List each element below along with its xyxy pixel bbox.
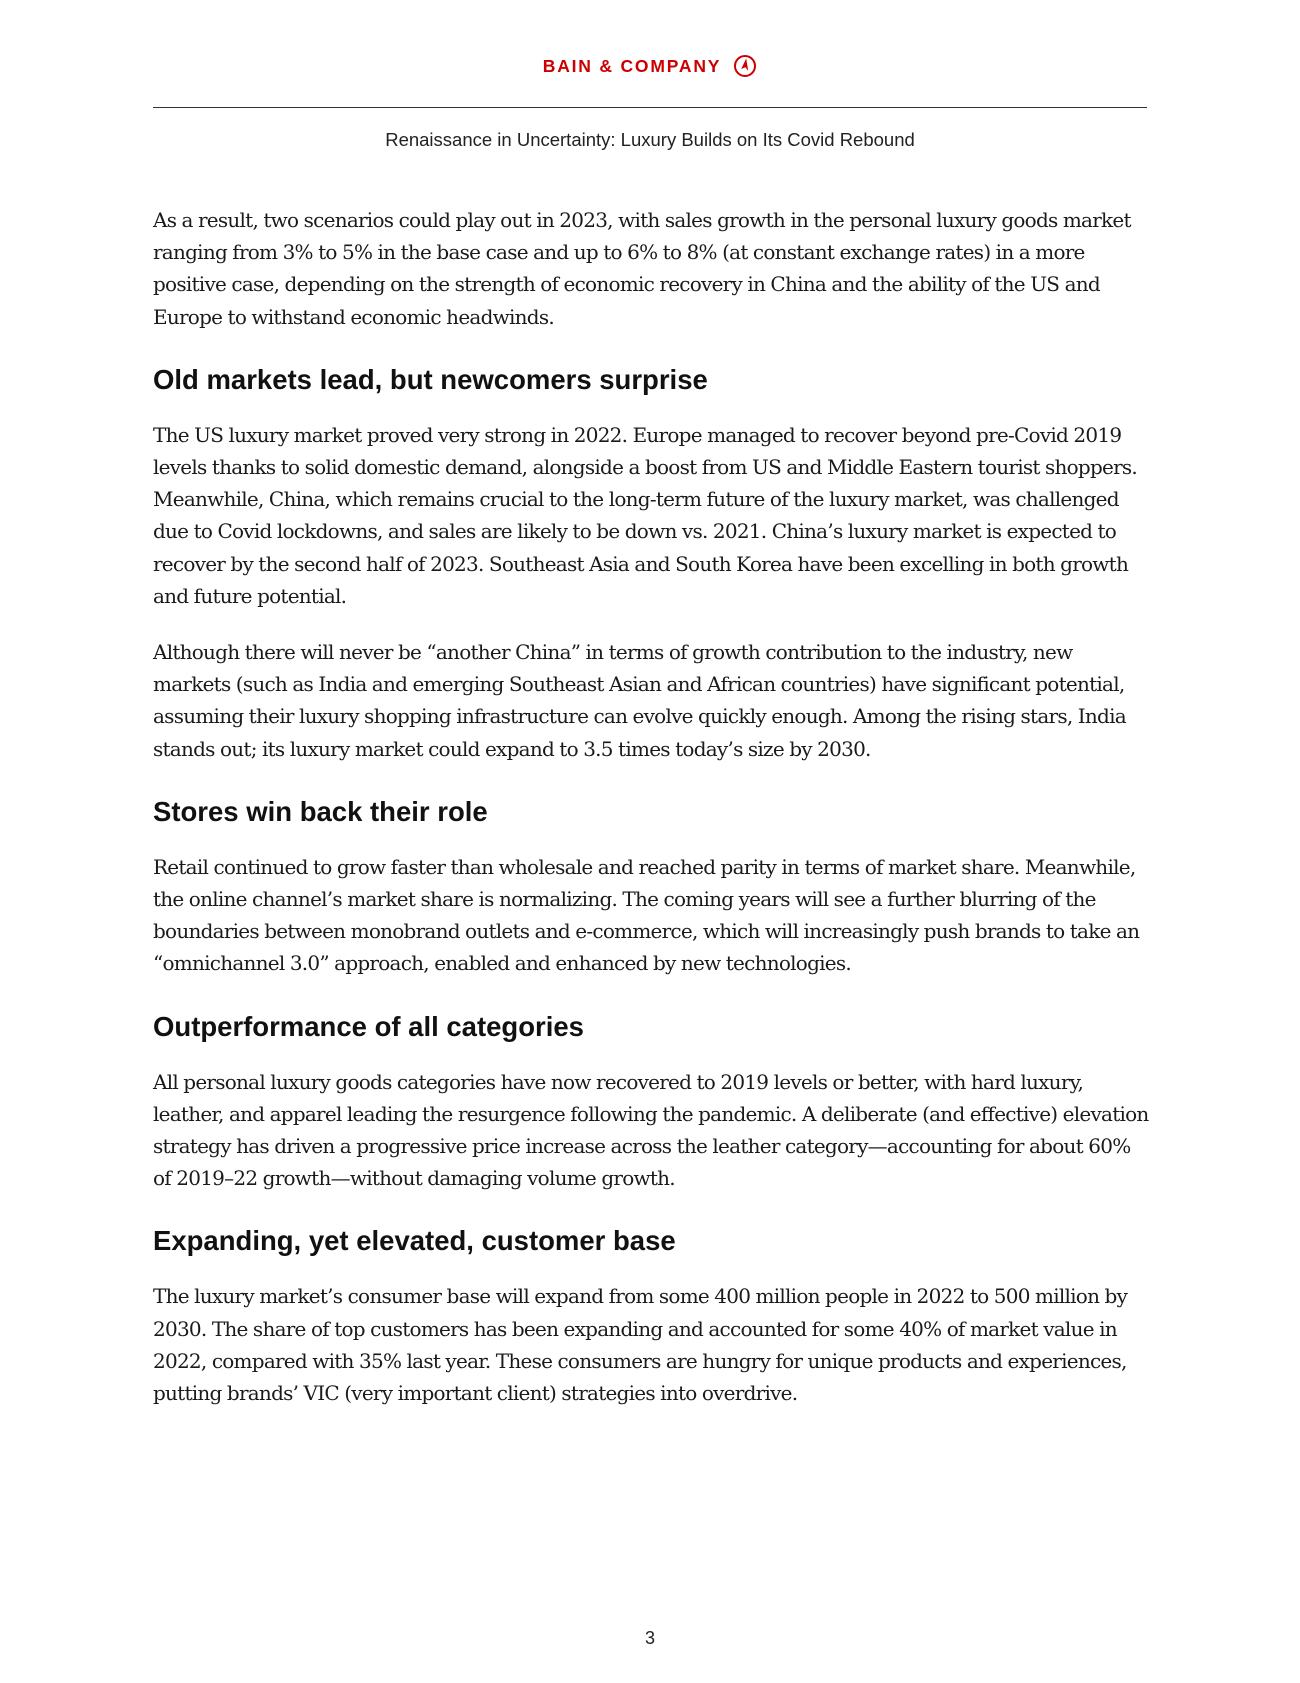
section-heading: Stores win back their role (153, 795, 488, 827)
body-paragraph: The luxury market’s consumer base will expand from some 400 million people in 2022 to 500 million by 2030. The share of top customers has been expanding and accounted for some 40% of market value in 2022, compared with 35% last year. These consumers are hungry for unique products and experiences, putting brands’ VIC (very important client) strategies into overdrive. (153, 1284, 1128, 1406)
body-paragraph: All personal luxury goods categories have now recovered to 2019 levels or better, with hard luxury, leather, and apparel leading the resurgence following the pandemic. A deliberate (and effective) elevation strategy has driven a progressive price increase across the leather category—accounting for about 60% of 2019–22 growth—without damaging volume growth. (153, 1069, 1149, 1191)
header-divider (153, 107, 1147, 108)
document-title: Renaissance in Uncertainty: Luxury Builds on Its Covid Rebound (385, 129, 915, 150)
bain-compass-icon (733, 54, 757, 78)
body-paragraph: Although there will never be “another China” in terms of growth contribution to the industry, new markets (such as India and emerging Southeast Asian and African countries) have significant potential, assuming their luxury shopping infrastructure can evolve quickly enough. Among the rising stars, India stands out; its luxury market could expand to 3.5 times today’s size by 2030. (153, 640, 1126, 761)
brand-logo (0, 54, 1300, 78)
section-heading: Outperformance of all categories (153, 1010, 584, 1042)
main-content (153, 204, 1153, 1409)
page-number: 3 (644, 1628, 655, 1648)
body-paragraph: The US luxury market proved very strong in 2022. Europe managed to recover beyond pre-Covid 2019 levels thanks to solid domestic demand, alongside a boost from US and Middle Eastern tourist shoppers. Meanwhile, China, which remains crucial to the long-term future of the luxury market, was challenged due to Covid lockdowns, and sales are likely to be down vs. 2021. China’s luxury market is expected to recover by the second half of 2023. Southeast Asia and South Korea have been excelling in both growth and future potential. (153, 422, 1138, 608)
section-heading: Old markets lead, but newcomers surprise (153, 363, 708, 395)
intro-paragraph: As a result, two scenarios could play out in 2023, with sales growth in the personal luxury goods market ranging from 3% to 5% in the base case and up to 6% to 8% (at constant exchange rates) in a more positive case, depending on the strength of economic recovery in China and the ability of the US and Europe to withstand economic headwinds. (153, 208, 1131, 329)
logo-text: BAIN & COMPANY (542, 55, 722, 76)
body-paragraph: Retail continued to grow faster than wholesale and reached parity in terms of market share. Meanwhile, the online channel’s market share is normalizing. The coming years will see a further blurring of the boundaries between monobrand outlets and e-commerce, which will increasingly push brands to take an “omnichannel 3.0” approach, enabled and enhanced by new technologies. (153, 854, 1140, 976)
section-heading: Expanding, yet elevated, customer base (153, 1225, 676, 1257)
